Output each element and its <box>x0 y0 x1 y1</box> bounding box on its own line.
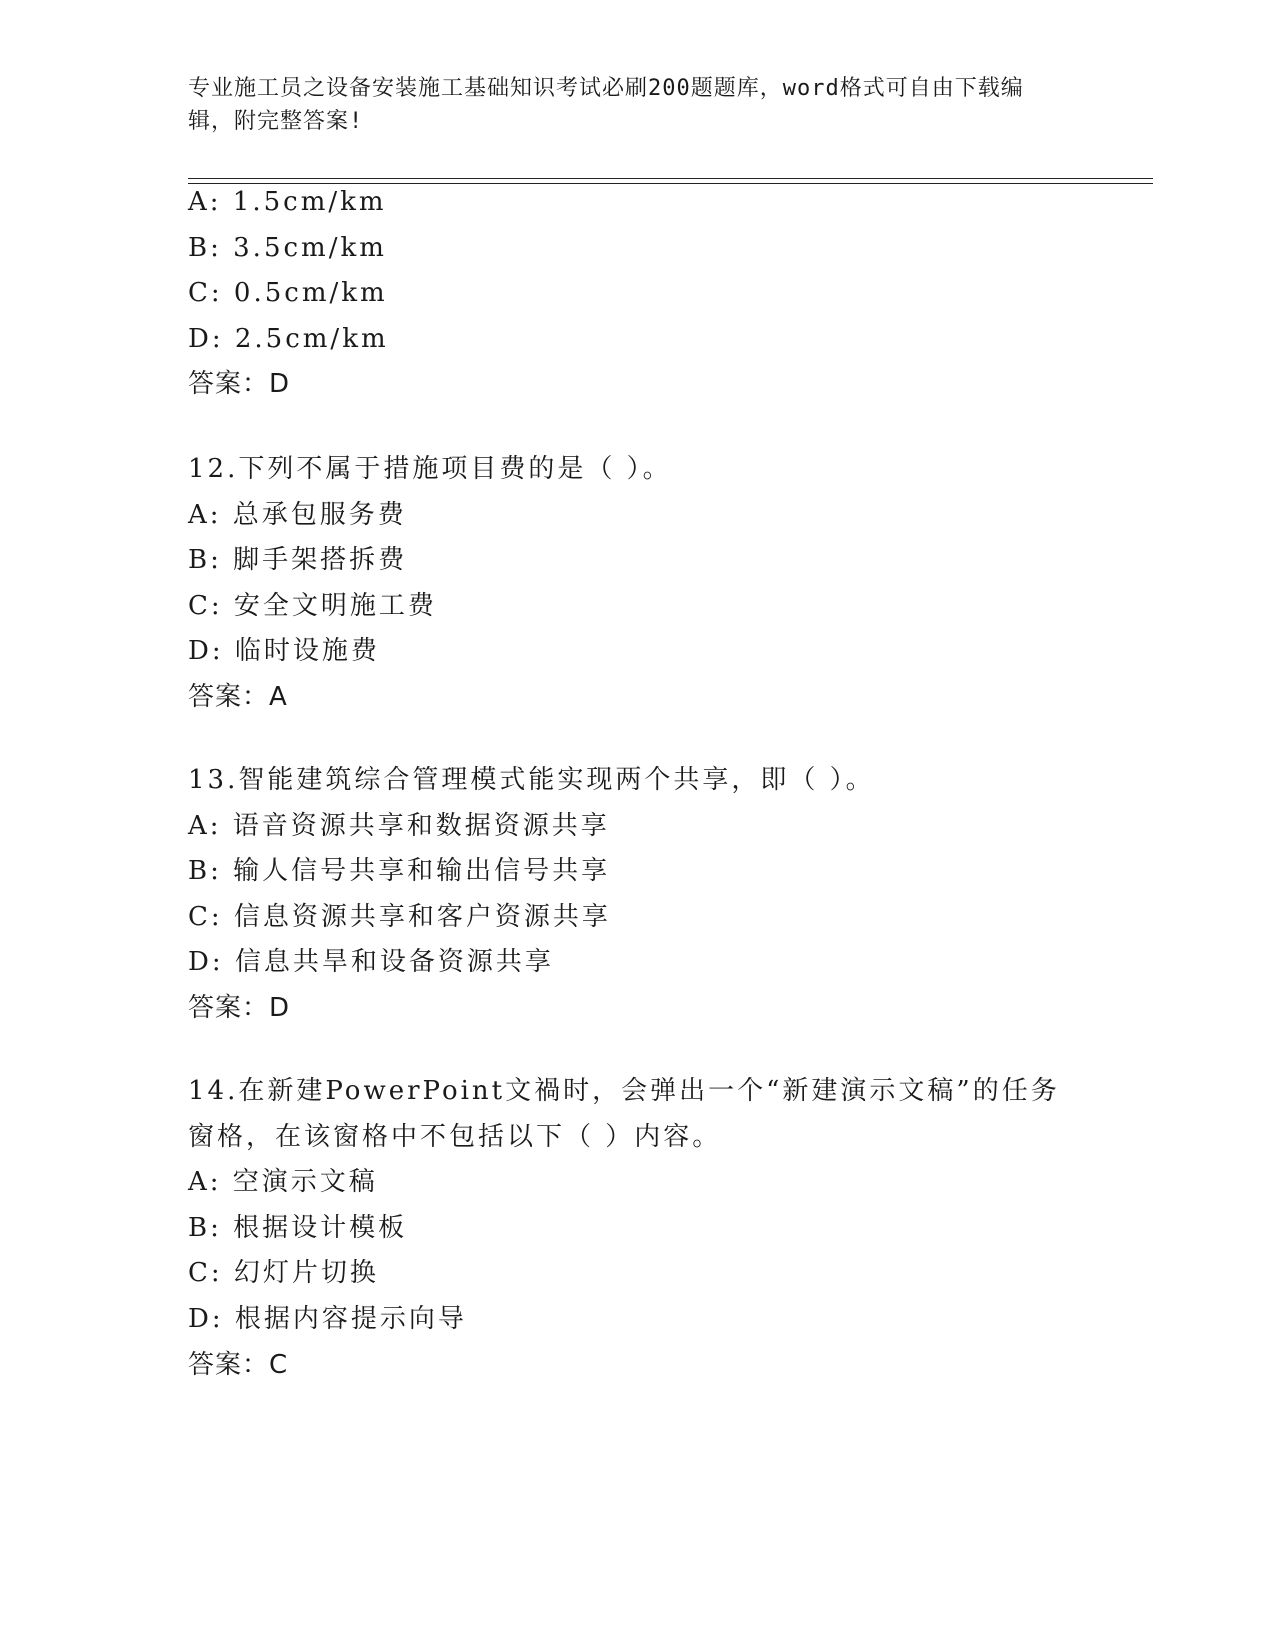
option-d: D: 2.5cm/km <box>188 323 389 354</box>
option-d: D: 临时设施费 <box>188 636 380 667</box>
question-text: 13.智能建筑综合管理模式能实现两个共享，即（ ）。 <box>188 765 875 795</box>
option-a: A: 总承包服务费 <box>188 499 407 530</box>
option-d: D: 信息共旱和设备资源共享 <box>188 947 554 978</box>
option-a: A: 空演示文稿 <box>188 1167 378 1198</box>
answer: 答案：D <box>188 369 291 400</box>
answer: 答案：C <box>188 1349 289 1380</box>
question-text-line-2: 窗格，在该窗格中不包括以下（ ）内容。 <box>188 1121 722 1152</box>
question-text-line-1: 14.在新建PowerPoint文禍时，会弹出一个“新建演示文稿”的任务 <box>188 1076 1060 1106</box>
option-a: A: 1.5cm/km <box>188 187 387 217</box>
option-b: B: 根据设计模板 <box>188 1212 408 1243</box>
answer: 答案：D <box>188 992 291 1023</box>
option-b: B: 脚手架搭拆费 <box>188 545 408 576</box>
option-d: D: 根据内容提示向导 <box>188 1303 467 1334</box>
option-c: C: 安全文明施工费 <box>188 590 437 621</box>
question-13 <box>188 758 1148 1032</box>
option-a: A: 语音资源共享和数据资源共享 <box>188 810 610 841</box>
document-header: 专业施工员之设备安装施工基础知识考试必刷200题题库，word格式可自由下载编辑，附完整答案! <box>188 76 1024 134</box>
question-text: 12.下列不属于措施项目费的是（ ）。 <box>188 454 672 484</box>
option-b: B: 3.5cm/km <box>188 232 387 263</box>
question-12 <box>188 447 1148 721</box>
option-c: C: 幻灯片切换 <box>188 1258 379 1289</box>
question-11 <box>188 180 1148 408</box>
option-b: B: 输人信号共享和输出信号共享 <box>188 856 611 887</box>
option-c: C: 0.5cm/km <box>188 278 388 309</box>
answer: 答案：A <box>188 681 288 712</box>
question-14 <box>188 1069 1148 1388</box>
option-c: C: 信息资源共享和客户资源共享 <box>188 901 611 932</box>
